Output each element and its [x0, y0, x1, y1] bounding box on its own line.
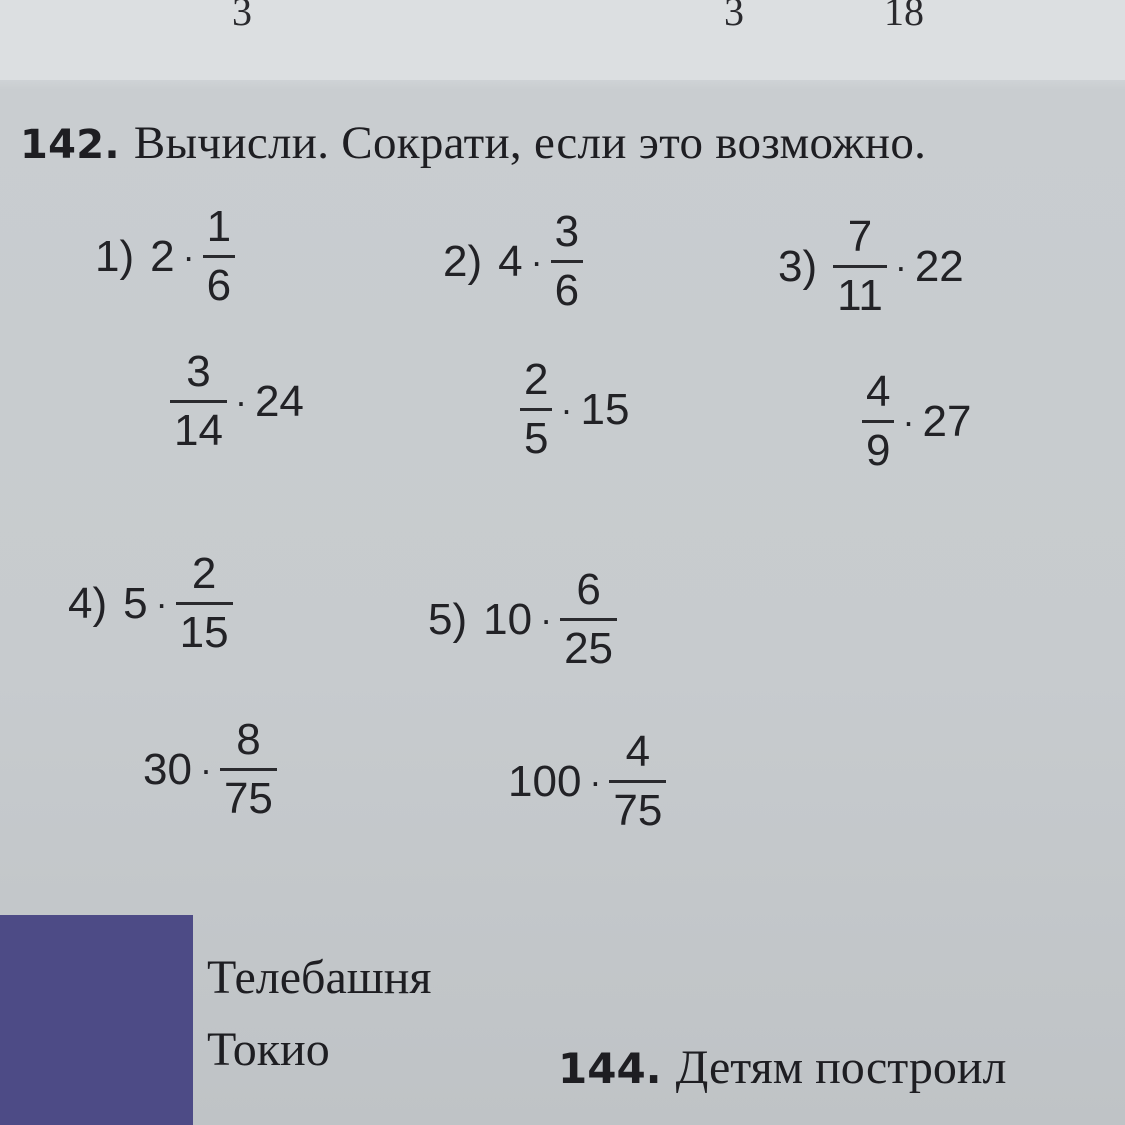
fraction-bar: [833, 265, 887, 268]
caption-line-1: Телебашня: [207, 951, 432, 1004]
numerator: 4: [625, 727, 651, 776]
previous-fragment: 18: [884, 0, 924, 34]
fraction-bar: [520, 408, 552, 411]
fraction: [203, 202, 235, 310]
numerator: 7: [847, 212, 873, 261]
next-problem-number: 144.: [558, 1044, 662, 1093]
fraction-bar: [560, 618, 617, 621]
problem-instruction: Вычисли. Сократи, если это возможно.: [133, 117, 927, 169]
whole-number: 2: [150, 231, 175, 281]
numerator: 3: [554, 207, 580, 256]
exercise-5a: [428, 565, 617, 673]
fraction-bar: [203, 255, 235, 258]
denominator: 6: [554, 266, 580, 315]
previous-fragment: 3: [232, 0, 252, 34]
denominator: 15: [179, 608, 229, 657]
fraction: [609, 727, 666, 835]
exercise-2b: [520, 355, 630, 463]
denominator: 6: [206, 261, 232, 310]
caption-line-2: Токио: [207, 1023, 330, 1076]
numerator: 1: [206, 202, 232, 251]
multiply-dot: ·: [155, 582, 168, 624]
exercise-1a: [95, 202, 235, 310]
fraction: [170, 347, 227, 455]
denominator: 5: [524, 414, 549, 463]
whole-number: 4: [498, 236, 523, 286]
multiply-dot: ·: [199, 748, 212, 790]
multiply-dot: ·: [182, 235, 195, 277]
multiply-dot: ·: [540, 598, 553, 640]
previous-fragment: 3: [724, 0, 744, 34]
exercise-label: 4): [68, 578, 108, 628]
multiply-dot: ·: [902, 400, 915, 442]
fraction: [520, 355, 552, 463]
fraction: [560, 565, 617, 673]
exercise-3a: [778, 212, 964, 320]
numerator: 2: [524, 355, 549, 404]
exercise-label: 2): [443, 236, 483, 286]
whole-number: 27: [922, 396, 972, 446]
numerator: 6: [576, 565, 601, 614]
fraction: [551, 207, 583, 315]
whole-number: 5: [123, 578, 148, 628]
fraction-bar: [170, 400, 227, 403]
exercise-3b: [862, 367, 972, 475]
fraction: [220, 715, 277, 823]
fraction: [833, 212, 887, 320]
exercise-label: 3): [778, 241, 818, 291]
fraction-bar: [862, 420, 894, 423]
fraction: [862, 367, 894, 475]
multiply-dot: ·: [530, 240, 543, 282]
denominator: 14: [174, 406, 223, 455]
previous-exercise-strip: [0, 0, 1125, 80]
denominator: 75: [223, 774, 273, 823]
numerator: 3: [186, 347, 211, 396]
multiply-dot: ·: [589, 760, 602, 802]
whole-number: 22: [914, 241, 964, 291]
fraction-bar: [220, 768, 277, 771]
numerator: 2: [191, 549, 217, 598]
exercise-1b: [170, 347, 304, 455]
exercise-2a: [443, 207, 583, 315]
illustration-block: [0, 915, 193, 1125]
fraction-bar: [609, 780, 666, 783]
exercise-4a: [68, 549, 233, 657]
next-problem: [558, 1040, 1006, 1095]
whole-number: 30: [143, 744, 192, 794]
next-problem-text: Детям построил: [675, 1041, 1007, 1094]
problem-number: 142.: [20, 122, 120, 168]
denominator: 25: [564, 624, 614, 673]
fraction: [176, 549, 233, 657]
whole-number: 15: [580, 384, 630, 434]
denominator: 9: [866, 426, 891, 475]
multiply-dot: ·: [560, 388, 573, 430]
exercise-4b: [143, 715, 277, 823]
fraction-bar: [551, 260, 583, 263]
numerator: 8: [236, 715, 261, 764]
whole-number: 100: [508, 756, 582, 806]
whole-number: 10: [483, 594, 533, 644]
problem-title: [20, 116, 926, 170]
denominator: 75: [613, 786, 663, 835]
whole-number: 24: [254, 376, 304, 426]
multiply-dot: ·: [894, 245, 907, 287]
numerator: 4: [866, 367, 891, 416]
fraction-bar: [176, 602, 233, 605]
exercise-label: 1): [95, 231, 135, 281]
denominator: 11: [837, 271, 883, 320]
exercise-label: 5): [428, 594, 468, 644]
multiply-dot: ·: [234, 380, 247, 422]
exercise-5b: [508, 727, 666, 835]
